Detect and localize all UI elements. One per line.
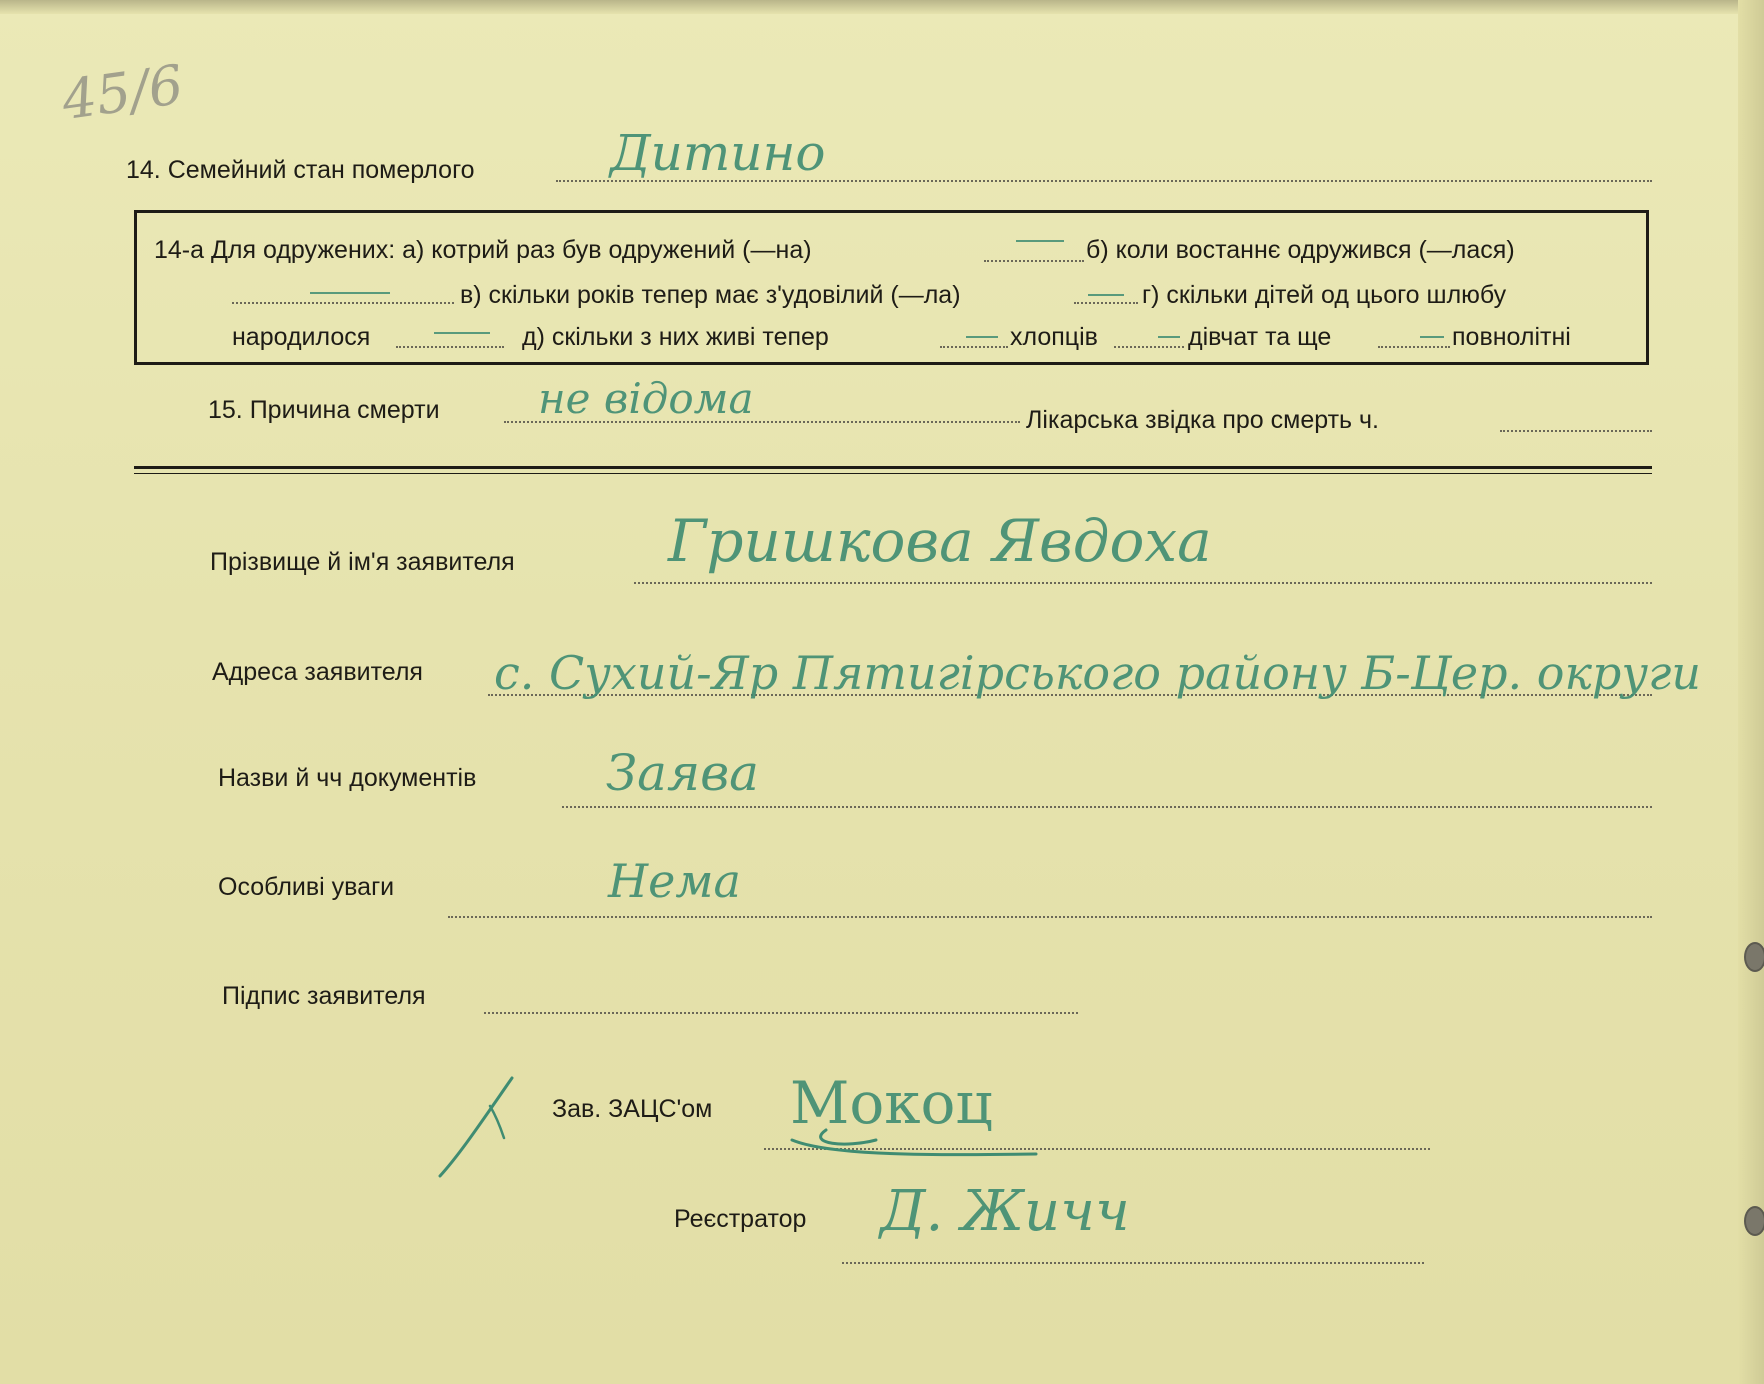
registrar-signature: Д. Жичч	[880, 1179, 1130, 1244]
item14a-fill	[1114, 346, 1184, 348]
head-signature: Мокоц	[790, 1069, 993, 1137]
registrar-label: Реєстратор	[674, 1205, 807, 1233]
address-label: Адреса заявителя	[212, 658, 423, 686]
item15-value: не відома	[538, 374, 754, 423]
item14-value: Дитино	[610, 124, 826, 182]
section-rule	[134, 466, 1652, 469]
item14a-fill	[1378, 346, 1450, 348]
section-rule-thin	[134, 473, 1652, 474]
item14a-line3-d: д) скільки з них живі тепер	[522, 323, 829, 351]
item14a-line1-b: б) коли востаннє одружився (—лася)	[1086, 236, 1515, 264]
item14-label: 14. Семейний стан померлого	[126, 156, 475, 184]
notes-value: Нема	[608, 854, 741, 908]
item15-medical-fill	[1500, 430, 1652, 432]
applicant-name-value: Гришкова Явдоха	[668, 507, 1212, 575]
head-label: Зав. ЗАЦС'ом	[552, 1095, 713, 1123]
page-top-edge	[0, 0, 1764, 14]
signature-flourish-icon	[786, 1110, 1046, 1160]
item14a-dash	[1016, 240, 1064, 242]
approval-mark-icon	[430, 1066, 530, 1186]
applicant-name-label: Прізвище й ім'я заявителя	[210, 548, 515, 576]
item14a-fill	[984, 260, 1084, 262]
item14a-line3-born: народилося	[232, 323, 371, 351]
item14a-fill	[232, 302, 454, 304]
notes-fill	[448, 916, 1652, 918]
item14a-line2-v: в) скільки років тепер має з'удовілий (—ла)	[460, 281, 961, 309]
documents-value: Заява	[606, 744, 759, 802]
applicant-signature-label: Підпис заявителя	[222, 982, 426, 1010]
documents-label: Назви й чч документів	[218, 764, 477, 792]
item14a-dash	[1158, 336, 1180, 338]
item14a-dash	[310, 292, 390, 294]
binding-hole	[1744, 942, 1764, 972]
item14a-line3-girls: дівчат та ще	[1188, 323, 1332, 351]
archive-number: 45/6	[58, 52, 187, 133]
item14a-dash	[1088, 294, 1124, 296]
page-right-edge	[1738, 0, 1764, 1384]
item14a-line1-a: 14-а Для одружених: а) котрий раз був одружений (—на)	[154, 236, 812, 264]
item14a-dash	[966, 336, 998, 338]
item14a-fill	[1074, 302, 1138, 304]
registrar-fill	[842, 1262, 1424, 1264]
item14a-line2-g: г) скільки дітей од цього шлюбу	[1142, 281, 1507, 309]
address-value: с. Сухий-Яр Пятигірського району Б-Цер. округи	[494, 646, 1701, 700]
item14a-line3-boys: хлопців	[1010, 323, 1098, 351]
item14a-dash	[1420, 336, 1444, 338]
item14a-fill	[396, 346, 504, 348]
item14a-line3-adult: повнолітні	[1452, 323, 1571, 351]
item14a-fill	[940, 346, 1008, 348]
applicant-signature-fill	[484, 1012, 1078, 1014]
applicant-name-fill	[634, 582, 1652, 584]
documents-fill	[562, 806, 1652, 808]
notes-label: Особливі уваги	[218, 873, 395, 901]
item15-medical-label: Лікарська звідка про смерть ч.	[1026, 406, 1379, 434]
item14a-dash	[434, 332, 490, 334]
item15-label: 15. Причина смерти	[208, 396, 440, 424]
binding-hole	[1744, 1206, 1764, 1236]
